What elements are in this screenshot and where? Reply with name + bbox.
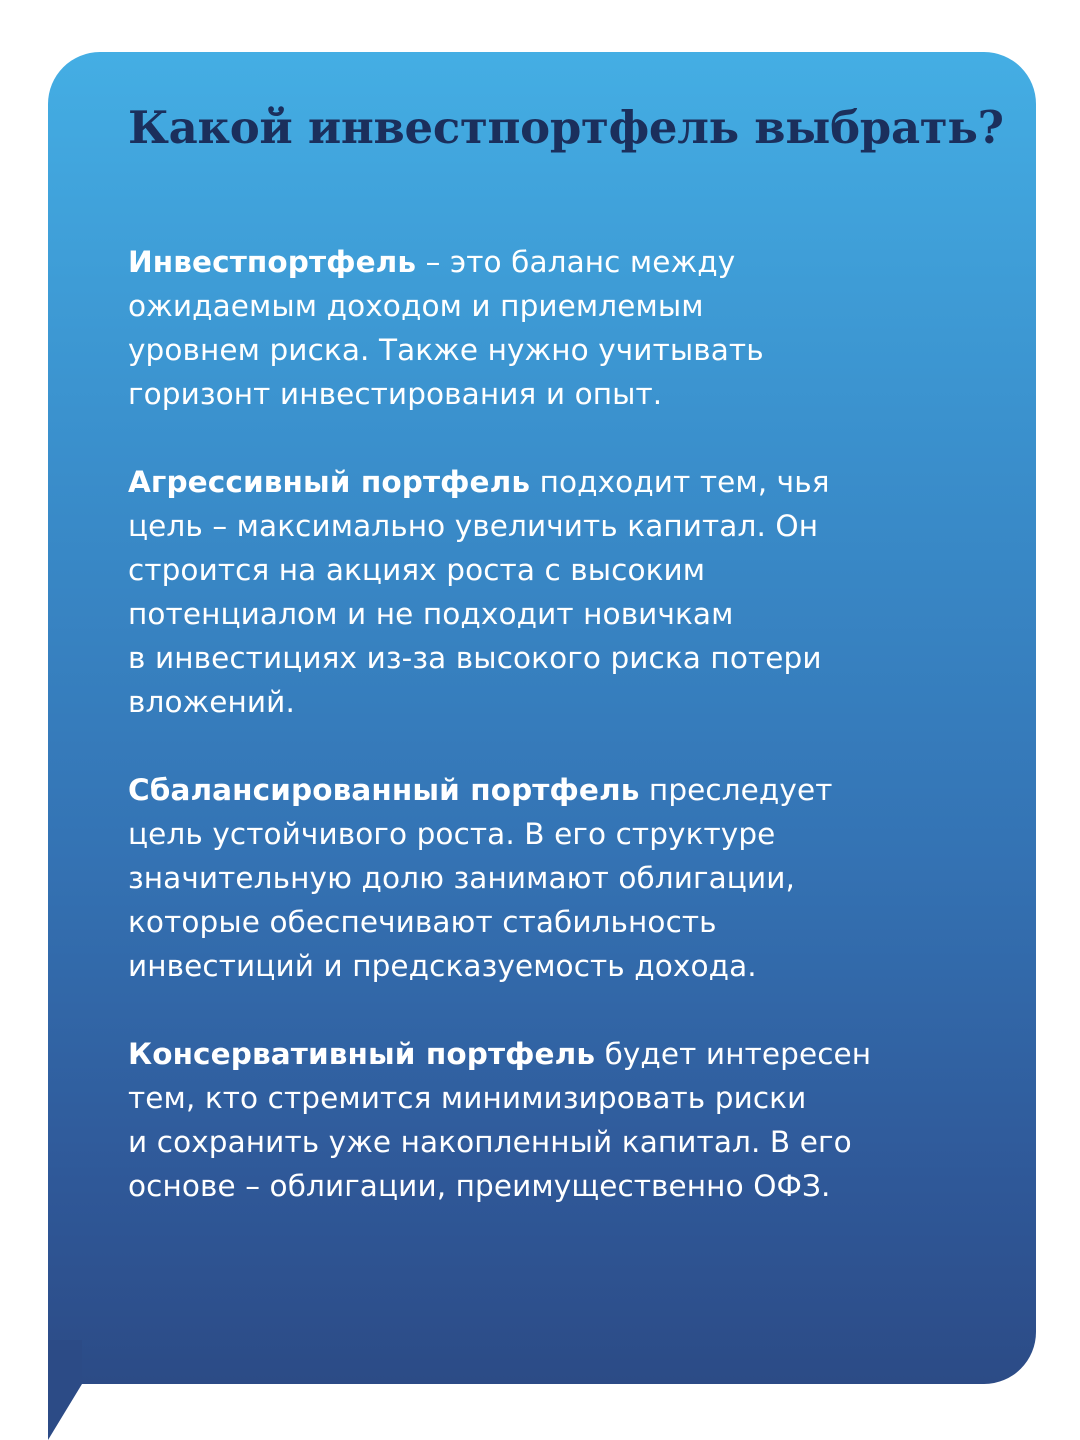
paragraph-aggressive	[128, 460, 1008, 724]
term-investportfel: Инвестпортфель	[128, 245, 417, 279]
definition-investportfel: – это баланс между ожидаемым доходом и приемлемым уровнем риска. Также нужно учитывать горизонт инвестирования и опыт.	[128, 245, 764, 411]
definition-conservative: будет интересен тем, кто стремится минимизировать риски и сохранить уже накопленный капитал. В его основе – облигации, преимущественно ОФЗ.	[128, 1037, 872, 1203]
paragraph-balanced	[128, 768, 1008, 988]
term-balanced: Сбалансированный портфель	[128, 773, 640, 807]
speech-bubble-tail	[48, 1340, 82, 1440]
paragraph-investportfel	[128, 240, 1008, 416]
page-title: Какой инвестпортфель выбрать?	[128, 101, 1004, 154]
definition-balanced: преследует цель устойчивого роста. В его структуре значительную долю занимают облигации, которые обеспечивают стабильность инвестиций и предсказуемость дохода.	[128, 773, 833, 983]
article-body	[128, 240, 1008, 1252]
term-aggressive: Агрессивный портфель	[128, 465, 531, 499]
paragraph-conservative	[128, 1032, 1008, 1208]
definition-aggressive: подходит тем, чья цель – максимально увеличить капитал. Он строится на акциях роста с высоким потенциалом и не подходит новичкам в инвестициях из-за высокого риска потери вложений.	[128, 465, 830, 719]
term-conservative: Консервативный портфель	[128, 1037, 596, 1071]
